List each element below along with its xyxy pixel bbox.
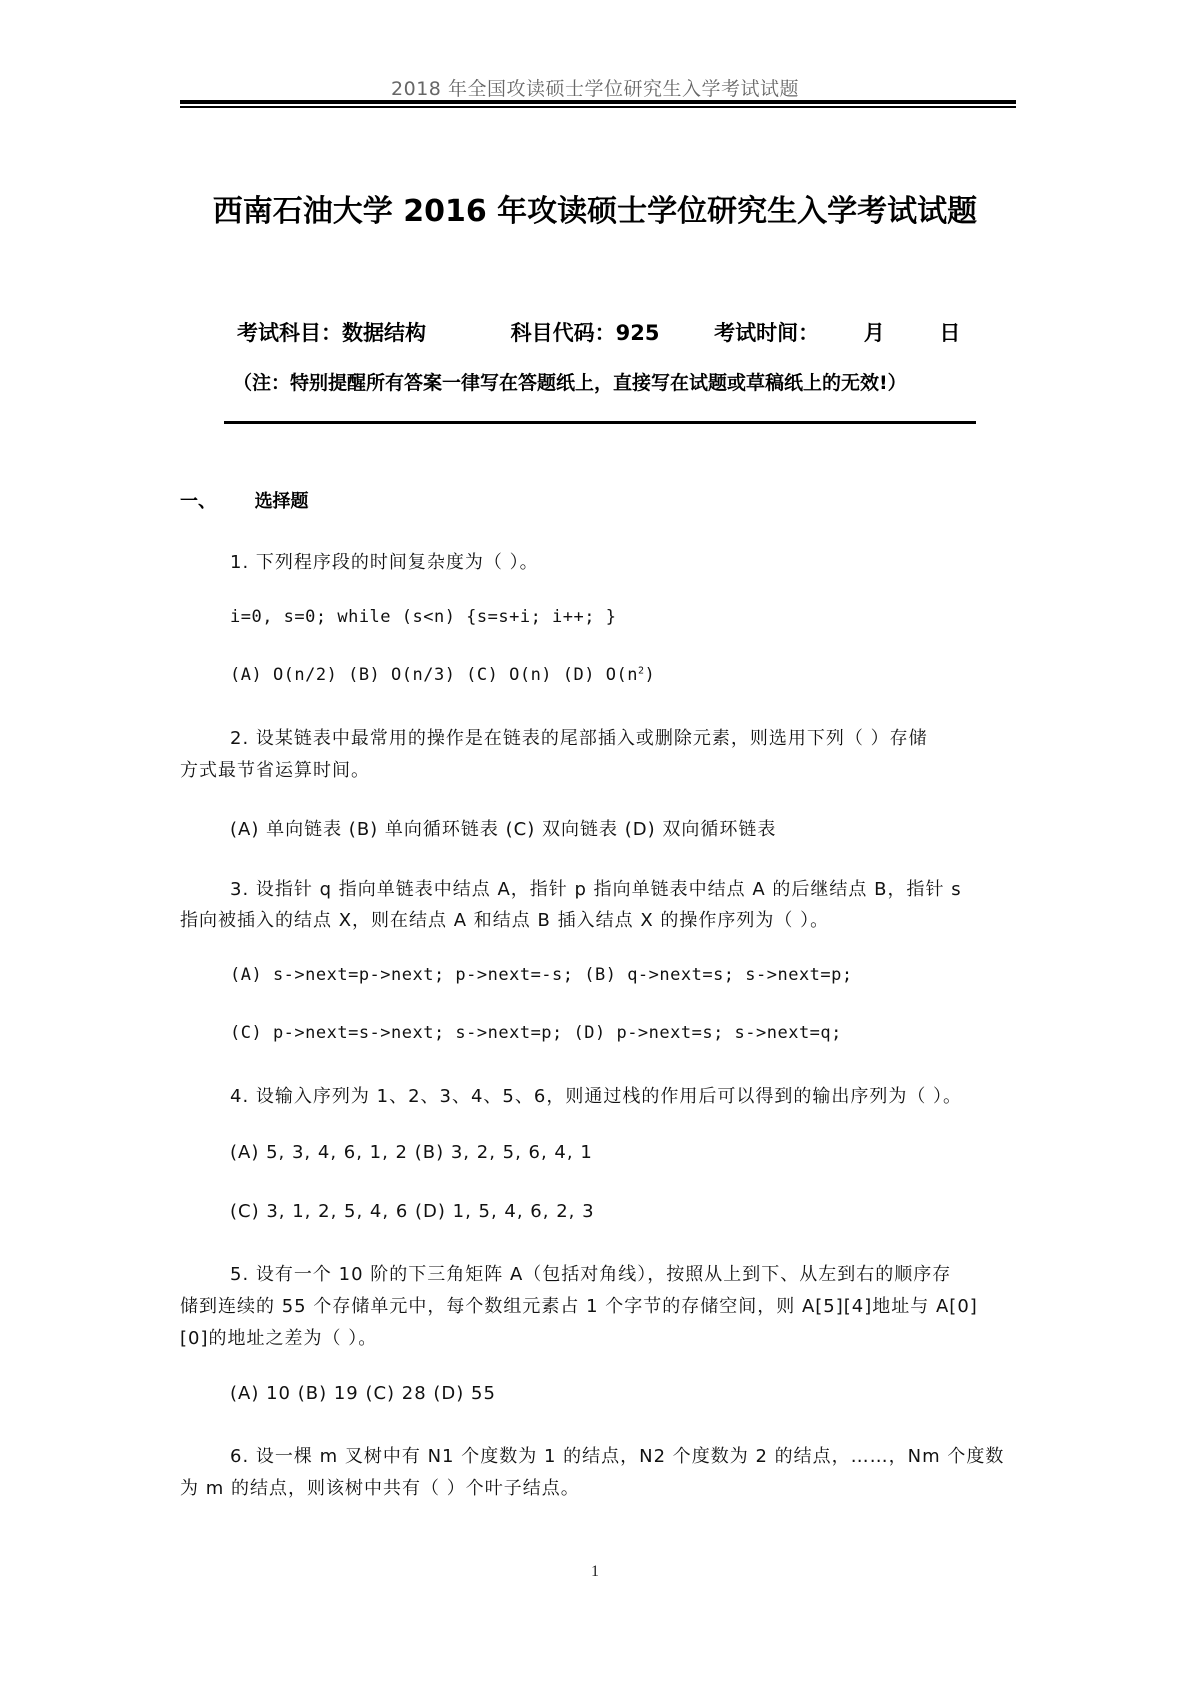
question-5-stem-line3: [0]的地址之差为（ ）。 xyxy=(180,1328,378,1349)
question-3-stem-line1: 3. 设指针 q 指向单链表中结点 A，指针 p 指向单链表中结点 A 的后继结点 B，指针 s xyxy=(230,879,962,900)
question-4-options-line1: (A) 5, 3, 4, 6, 1, 2 (B) 3, 2, 5, 6, 4, 1 xyxy=(230,1142,593,1163)
time-label: 考试时间： xyxy=(714,321,820,345)
day-label: 日 xyxy=(939,321,961,345)
question-5-options: (A) 10 (B) 19 (C) 28 (D) 55 xyxy=(230,1383,496,1404)
code-value: 925 xyxy=(615,321,660,345)
question-3-stem-line2: 指向被插入的结点 X，则在结点 A 和结点 B 插入结点 X 的操作序列为（ ）。 xyxy=(180,910,830,931)
question-4-options-line2: (C) 3, 1, 2, 5, 4, 6 (D) 1, 5, 4, 6, 2, 3 xyxy=(230,1201,595,1222)
exam-note: （注：特别提醒所有答案一律写在答题纸上，直接写在试题或草稿纸上的无效!） xyxy=(233,372,907,394)
subject-label: 考试科目： xyxy=(237,321,342,345)
question-6-stem-line1: 6. 设一棵 m 叉树中有 N1 个度数为 1 的结点，N2 个度数为 2 的结点，……，Nm 个度数 xyxy=(230,1446,1005,1467)
question-6-stem-line2: 为 m 的结点，则该树中共有（ ）个叶子结点。 xyxy=(180,1478,580,1499)
question-5-stem-line2: 储到连续的 55 个存储单元中，每个数组元素占 1 个字节的存储空间，则 A[5][4]地址与 A[0] xyxy=(180,1296,978,1317)
question-1-code: i=0, s=0; while (s<n) {s=s+i; i++; } xyxy=(230,607,617,627)
question-1-options-sup: 2 xyxy=(637,665,645,677)
question-1-stem: 1. 下列程序段的时间复杂度为（ ）。 xyxy=(230,552,539,573)
question-1-options-text: (A) O(n/2) (B) O(n/3) (C) O(n) (D) O(n xyxy=(230,665,638,685)
question-3-options-line2: (C) p->next=s->next; s->next=p; (D) p->next=s; s->next=q; xyxy=(230,1023,842,1043)
code-label: 科目代码： xyxy=(510,321,616,345)
exam-info-line xyxy=(237,317,960,347)
question-4-stem: 4. 设输入序列为 1、2、3、4、5、6，则通过栈的作用后可以得到的输出序列为（ ）。 xyxy=(230,1086,963,1107)
question-1-options-tail: ) xyxy=(644,665,656,685)
header-rule-thin xyxy=(180,106,1016,108)
header-rule-thick xyxy=(180,100,1016,104)
question-2-stem-line2: 方式最节省运算时间。 xyxy=(180,760,370,781)
question-2-stem-line1: 2. 设某链表中最常用的操作是在链表的尾部插入或删除元素，则选用下列（ ）存储 xyxy=(230,728,928,749)
divider-rule xyxy=(224,421,976,424)
section-heading xyxy=(180,487,309,513)
page-number: 1 xyxy=(591,1563,599,1580)
running-header: 2018 年全国攻读硕士学位研究生入学考试试题 xyxy=(391,78,799,100)
section-title: 选择题 xyxy=(254,491,309,512)
month-label: 月 xyxy=(863,321,885,345)
question-1-options xyxy=(230,665,655,685)
question-2-options: (A) 单向链表 (B) 单向循环链表 (C) 双向链表 (D) 双向循环链表 xyxy=(230,819,777,840)
question-5-stem-line1: 5. 设有一个 10 阶的下三角矩阵 A（包括对角线），按照从上到下、从左到右的顺序存 xyxy=(230,1264,952,1285)
document-title: 西南石油大学 2016 年攻读硕士学位研究生入学考试试题 xyxy=(212,194,978,229)
subject-value: 数据结构 xyxy=(342,321,426,345)
question-3-options-line1: (A) s->next=p->next; p->next=-s; (B) q->next=s; s->next=p; xyxy=(230,965,853,985)
section-number: 一、 xyxy=(180,491,216,512)
